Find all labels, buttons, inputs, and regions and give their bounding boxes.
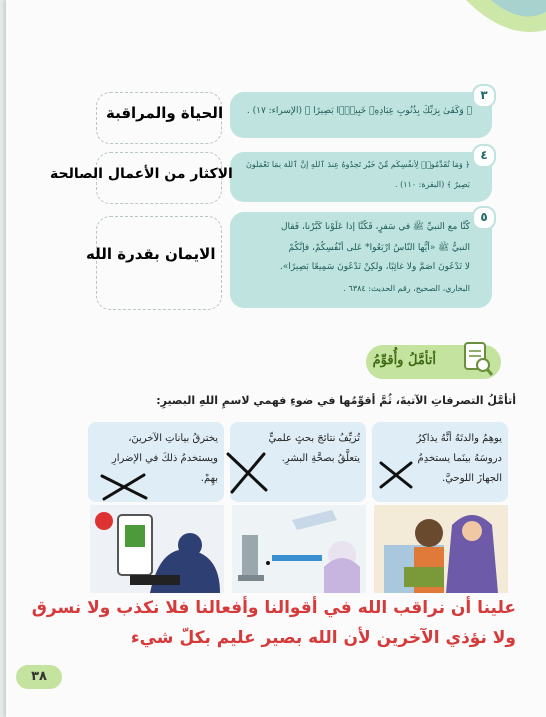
instruction-text: أتأمَّلُ التصرفاتِ الآتيةَ، ثُمَّ أقوِّمُها في ضوءِ فهمي لاسمِ اللهِ البصيرِ: bbox=[156, 394, 516, 407]
verse-number: ٣ bbox=[472, 84, 496, 108]
verse-number: ٥ bbox=[472, 206, 496, 230]
answer-text-3: الايمان بقدرة الله bbox=[86, 245, 216, 263]
x-mark-icon bbox=[224, 450, 270, 494]
verse-box-3 bbox=[230, 88, 492, 138]
answer-text-2: الاكثار من الأعمال الصالحة bbox=[50, 166, 233, 182]
card-line1: تُزيِّفُ نتائجَ بحثٍ علميٍّ bbox=[268, 433, 360, 444]
verse-box-4 bbox=[230, 148, 492, 202]
card-line1: يخترقُ بياناتِ الآخرينَ، bbox=[128, 433, 218, 444]
card-line3: الجهازَ اللوحيَّ. bbox=[442, 473, 502, 484]
card-line3: بهِمْ. bbox=[200, 473, 218, 484]
scientist-illustration bbox=[232, 505, 366, 593]
hadith-source: البخاري، الصحيح، رقم الحديث: ٦٣٨٤ . bbox=[343, 284, 470, 293]
verse-text-line1: ﴿ وَمَا تُقَدِّمُوا۟ لِأَنفُسِكُم مِّنْ خَيْرٍ تَجِدُوهُ عِندَ ٱللَّهِ إِنَّ ٱللَّهَ بِمَا تَعْمَلُونَ bbox=[245, 160, 470, 169]
page-number: ٣٨ bbox=[16, 665, 62, 689]
conclusion-line2: ولا نؤذي الآخرين لأن الله بصير عليم بكلّ شيء bbox=[130, 628, 516, 648]
card-line2: ويستخدمُ ذلكَ في الإضرارِ bbox=[111, 453, 218, 464]
verse-text: ﴿ وَكَفَىٰ بِرَبِّكَ بِذُنُوبِ عِبَادِهِۦ خَبِيرًۢا بَصِيرًا ﴾ (الإسراء: ١٧) . bbox=[246, 106, 472, 116]
conclusion-line1: علينا أن نراقب الله في أقوالنا وأفعالنا فلا نكذب ولا نسرق bbox=[31, 598, 516, 618]
card-line2: دروسَهُ بينَما يستخدِمُ bbox=[417, 453, 502, 464]
hadith-line1: كُنَّا مع النبيِّ ﷺ في سَفرٍ، فَكُنَّا إذا عَلَوْنا كَبَّرْنا، فَقال bbox=[280, 222, 470, 232]
section-header bbox=[366, 345, 501, 379]
card-line2: يتعلَّقُ بصحَّةِ البشرِ. bbox=[281, 453, 360, 464]
verse-text-line2: بَصِيرٌ ﴾ (البقرة: ١١٠) . bbox=[395, 180, 470, 189]
textbook-page bbox=[6, 0, 546, 717]
decorative-shapes bbox=[396, 0, 546, 70]
clipboard-magnifier-icon bbox=[459, 339, 495, 379]
answer-text-1: الحياة والمراقبة bbox=[106, 104, 224, 122]
card-line1: يوهِمُ والدتَهُ أنَّهُ يذاكِرُ bbox=[416, 433, 502, 444]
mother-son-illustration bbox=[374, 505, 508, 593]
hadith-line2: النبيُّ ﷺ «أيُّها النّاسُ ارْبَعُوا* عَلى أنْفُسِكُمْ، فإنَّكُمْ bbox=[288, 243, 470, 253]
hacker-illustration bbox=[90, 505, 224, 593]
hadith-line3: لا تَدْعُونَ أصَمَّ ولا غائِبًا، ولكِنْ تَدْعُونَ سَمِيعًا بَصِيرًا». bbox=[280, 262, 470, 272]
answer-box-3 bbox=[96, 216, 222, 310]
x-mark-icon bbox=[378, 460, 414, 490]
verse-number: ٤ bbox=[472, 144, 496, 168]
section-title: أتأمَّلُ وأُقوِّمُ bbox=[372, 353, 436, 368]
x-mark-icon bbox=[98, 472, 150, 502]
hadith-box-5 bbox=[230, 212, 492, 308]
